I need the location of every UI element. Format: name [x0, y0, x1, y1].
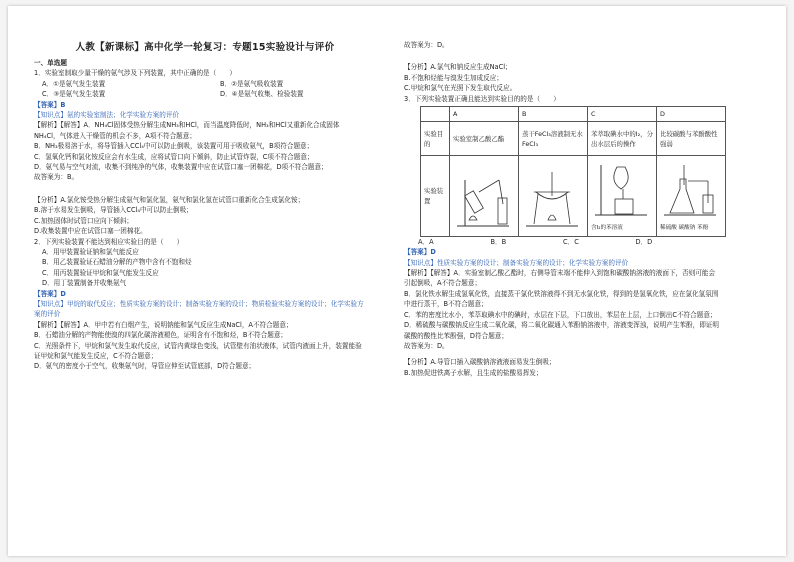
apparatus-label: 含I₂的苯溶液	[591, 224, 623, 231]
analysis-line: 引起倒吸，A不符合题意；	[404, 279, 482, 288]
apparatus-c	[588, 156, 657, 236]
summary-line: B.加热促进铁离子水解，且生成的盐酸易挥发；	[404, 368, 543, 377]
table-cell: B	[519, 107, 588, 122]
document-page	[8, 6, 786, 556]
answer-label: 【答案】D	[34, 289, 66, 298]
table-cell: 蒸干FeCl₃溶液制无水FeCl₃	[519, 122, 588, 156]
summary-line: 【分析】A.氯化铵受热分解生成氨气和氯化氢，氨气和氯化氢在试管口重新化合生成氯化铵；	[34, 195, 305, 204]
conclusion-line: 故答案为：D。	[404, 341, 449, 350]
knowledge-point: 案的评价	[34, 310, 61, 319]
analysis-line: 【解析】【解答】A．甲中若有白烟产生，说明钠能和氯气反应生成NaCl，A不符合题意；	[34, 320, 293, 329]
option-d: D．D	[635, 237, 653, 246]
apparatus-a	[450, 156, 519, 236]
analysis-line: 【解析】【解答】A．NH₄Cl固体受热分解生成NH₃和HCl，而当温度降低时，NH₃和HCl又重新化合成固体	[34, 121, 340, 130]
left-column	[34, 58, 398, 372]
option-a: A．①是氨气发生装置	[42, 79, 106, 88]
question-1-options-2	[34, 89, 398, 99]
question-3-options	[418, 237, 708, 247]
table-cell: C	[588, 107, 657, 122]
row-label: 实验装置	[421, 156, 450, 236]
summary-line: B.溶于水易发生倒吸，导管插入CCl₄中可以防止倒吸；	[34, 206, 193, 215]
question-1: 1．实验室制取少量干燥的氨气涉及下列装置，其中正确的是（ ）	[34, 69, 237, 78]
option-c: C．用丙装置验证甲烷和氯气能发生反应	[42, 268, 159, 277]
conclusion-line: 故答案为：D。	[404, 41, 449, 49]
option-a: A．用甲装置验证钠和氯气能反应	[42, 247, 139, 256]
apparatus-label: 稀硫酸 碳酸钠 苯酚	[660, 224, 709, 231]
option-b: B．B	[490, 237, 507, 246]
knowledge-point: 【知识点】性质实验方案的设计；制备实验方案的设计；化学实验方案的评价	[404, 258, 629, 267]
table-row	[421, 156, 726, 236]
analysis-line: 中进行蒸干，B不符合题意；	[404, 300, 488, 309]
summary-line: D.收集装置中应在试管口塞一团棉花。	[34, 227, 147, 236]
analysis-line: D．稀硫酸与碳酸钠反应生成二氧化碳，将二氧化碳通入苯酚钠溶液中，溶液变浑浊，说明产生苯酚，即证明	[404, 321, 719, 330]
analysis-line: C．苯的密度比水小，苯萃取碘水中的碘时，水层在下层，下口放出，苯层在上层，上口倒出C不符合题意；	[404, 310, 717, 319]
analysis-line: 【解析】【解答】A．实验室制乙酸乙酯时，右侧导管末端不能伸入到饱和碳酸钠溶液的液面下，否则可能会	[404, 269, 716, 278]
section-heading: 一、单选题	[34, 59, 67, 67]
table-cell: A	[450, 107, 519, 122]
answer-label: 【答案】D	[404, 248, 436, 257]
option-b: B．用乙装置验证石蜡油分解的产物中含有不饱和烃	[42, 258, 192, 267]
ester-apparatus-icon	[453, 158, 513, 230]
option-d: D．用丁装置制备并收集氨气	[42, 279, 127, 288]
apparatus-d	[657, 156, 726, 236]
summary-line: B.不饱和烃能与溴发生加成反应；	[404, 73, 503, 82]
flask-icon	[660, 159, 720, 219]
document-title: 人教【新课标】高中化学一轮复习：专题15实验设计与评价	[75, 42, 335, 53]
right-column	[404, 40, 764, 378]
analysis-line: 证甲烷和氯气能发生反应，C不符合题意；	[34, 351, 158, 360]
table-cell: D	[657, 107, 726, 122]
knowledge-point: 【知识点】氨的实验室制法；化学实验方案的评价	[34, 111, 180, 120]
apparatus-b	[519, 156, 588, 236]
table-cell	[421, 107, 450, 122]
analysis-line: B．NH₃极易溶于水，将导管插入CCl₄中可以防止倒吸，该装置可用于吸收氨气，B项符合题意；	[34, 142, 314, 151]
conclusion-line: 故答案为：B。	[34, 173, 79, 182]
table-cell: 苯萃取碘水中的I₂，分出水层后的操作	[588, 122, 657, 156]
option-c: C．③是氨气发生装置	[42, 90, 106, 99]
summary-line: 【分析】A.氯气和钠反应生成NaCl；	[404, 63, 512, 72]
analysis-line: D．氨气的密度小于空气，收集氨气时，导管应伸至试管底部，D符合题意；	[34, 362, 256, 371]
analysis-line: C．氢氧化钙和氯化铵反应会有水生成，应将试管口向下倾斜，防止试管炸裂，C项不符合题意；	[34, 152, 314, 161]
answer-label: 【答案】B	[34, 100, 66, 109]
analysis-line: B．石蜡油分解的产物能使溴的四氯化碳溶液褪色，证明含有不饱和烃，B不符合题意；	[34, 331, 288, 340]
option-b: B．②是氨气吸收装置	[220, 79, 284, 88]
summary-line: C.甲烷和氯气在光照下发生取代反应。	[404, 84, 517, 93]
table-cell: 比较碳酸与苯酚酸性强弱	[657, 122, 726, 156]
question-1-options	[34, 79, 398, 89]
table-header-row	[421, 107, 726, 122]
analysis-line: NH₄Cl，气体进入干燥管的机会不多，A项不符合题意；	[34, 131, 196, 140]
summary-line: 【分析】A.导管口插入碳酸钠溶液液面易发生倒吸；	[404, 358, 556, 367]
separatory-funnel-icon	[591, 159, 651, 219]
analysis-line: B．氯化铁水解生成氢氧化铁，直接蒸干氯化铁溶液得不到无水氯化铁，得到的是氢氧化铁，应在氯化氢氛围	[404, 289, 719, 298]
evaporating-dish-icon	[522, 158, 582, 230]
analysis-line: D．氨气易与空气对流，收集不到纯净的气体，收集装置中应在试管口塞一团棉花，D项不符合题意；	[34, 163, 328, 172]
summary-line: C.加热固体时试管口应向下倾斜；	[34, 216, 134, 225]
analysis-line: 碳酸的酸性比苯酚强，D符合题意；	[404, 331, 508, 340]
option-d: D．④是氨气收集、检验装置	[220, 90, 304, 99]
knowledge-point: 【知识点】甲烷的取代反应；性质实验方案的设计；制备实验方案的设计；物质检验实验方案的设计；化学实验方	[34, 299, 364, 308]
question-2: 2．下列实验装置不能达到相应实验目的是（ ）	[34, 237, 184, 246]
analysis-line: C．光照条件下，甲烷和氯气发生取代反应，试管内黄绿色变浅，试管壁有油状液体，试管内液面上升，装置能验	[34, 341, 362, 350]
row-label: 实验目的	[421, 122, 450, 156]
table-row	[421, 122, 726, 156]
table-cell: 实验室制乙酸乙酯	[450, 122, 519, 156]
option-c: C．C	[563, 237, 579, 246]
experiment-table	[420, 106, 726, 237]
question-3: 3．下列实验装置正确且能达到实验目的的是（ ）	[404, 94, 560, 103]
option-a: A．A	[418, 237, 434, 246]
